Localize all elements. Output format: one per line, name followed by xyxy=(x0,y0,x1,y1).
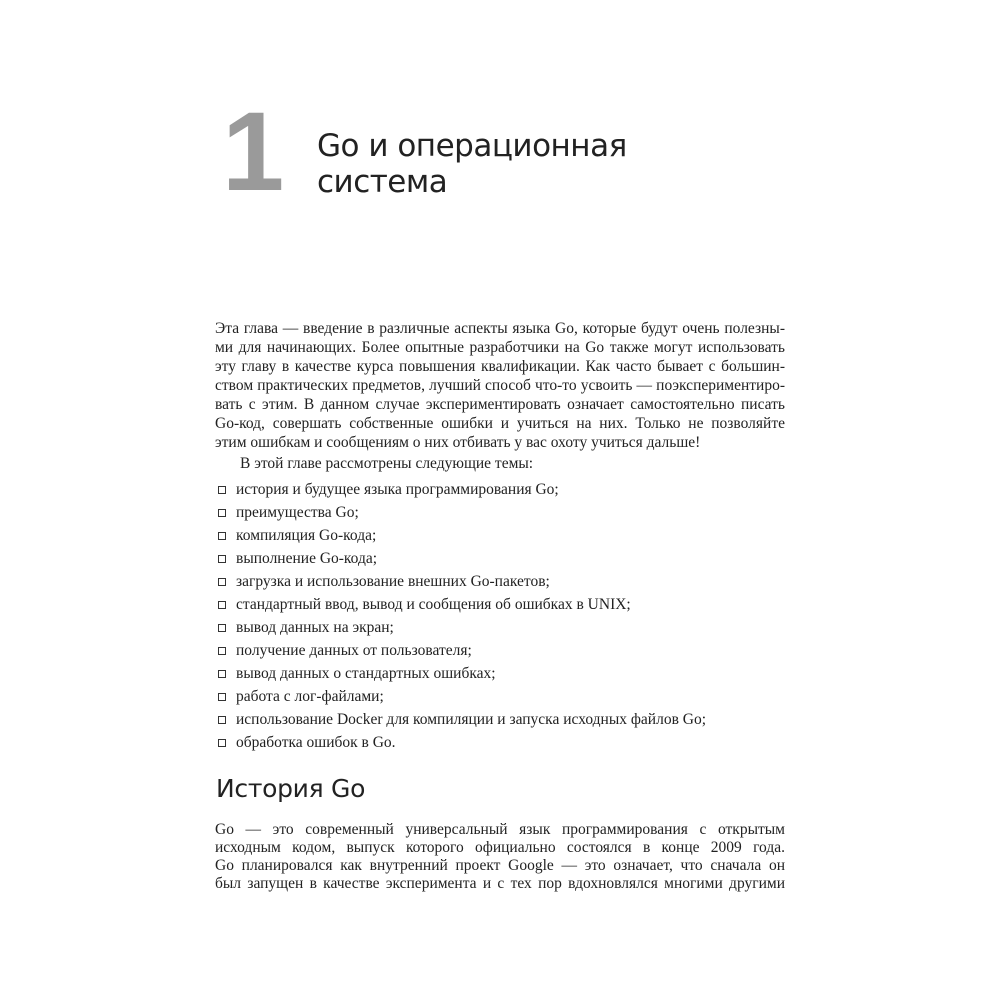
list-item-text: обработка ошибок в Go. xyxy=(236,734,396,751)
list-item xyxy=(218,733,396,753)
checkbox-bullet-icon xyxy=(218,624,226,632)
text-line: Go — это современный универсальный язык программирования с открытым xyxy=(215,821,785,838)
checkbox-bullet-icon xyxy=(218,647,226,655)
checkbox-bullet-icon xyxy=(218,555,226,563)
checkbox-bullet-icon xyxy=(218,532,226,540)
text-line: исходным кодом, выпуск которого официально состоялся в конце 2009 года. xyxy=(215,839,785,856)
list-item-text: история и будущее языка программирования Go; xyxy=(236,481,559,498)
list-item xyxy=(218,526,376,546)
text-line: этим ошибкам и сообщениям о них отбивать у вас охоту учиться дальше! xyxy=(215,434,701,451)
text-line: ством практических предметов, лучший способ что-то усвоить — поэкспериментиро- xyxy=(215,377,785,394)
list-item-text: вывод данных на экран; xyxy=(236,619,394,636)
list-item xyxy=(218,595,631,615)
checkbox-bullet-icon xyxy=(218,693,226,701)
list-item xyxy=(218,572,550,592)
text-line: ми для начинающих. Более опытные разработчики на Go также могут использовать xyxy=(215,339,785,356)
checkbox-bullet-icon xyxy=(218,578,226,586)
topics-intro: В этой главе рассмотрены следующие темы: xyxy=(240,455,534,472)
list-item-text: использование Docker для компиляции и запуска исходных файлов Go; xyxy=(236,711,707,728)
list-item-text: вывод данных о стандартных ошибках; xyxy=(236,665,496,682)
section-heading: История Go xyxy=(216,774,366,803)
list-item-text: выполнение Go-кода; xyxy=(236,550,378,567)
text-line: Go-код, совершать собственные ошибки и учиться на них. Только не позволяйте xyxy=(215,415,785,432)
list-item-text: стандартный ввод, вывод и сообщения об ошибках в UNIX; xyxy=(236,596,631,613)
list-item-text: загрузка и использование внешних Go-пакетов; xyxy=(236,573,550,590)
text-line: был запущен в качестве эксперимента и с тех пор вдохновлялся многими другими xyxy=(215,875,785,892)
list-item xyxy=(218,549,377,569)
list-item xyxy=(218,503,359,523)
text-line: эту главу в качестве курса повышения квалификации. Как часто бывает с большин- xyxy=(215,358,785,375)
chapter-number: 1 xyxy=(222,89,285,214)
checkbox-bullet-icon xyxy=(218,486,226,494)
list-item-text: компиляция Go-кода; xyxy=(236,527,377,544)
text-line: вать с этим. В данном случае экспериментировать означает самостоятельно писать xyxy=(215,396,785,413)
checkbox-bullet-icon xyxy=(218,601,226,609)
list-item-text: работа с лог-файлами; xyxy=(236,688,384,705)
checkbox-bullet-icon xyxy=(218,716,226,724)
list-item xyxy=(218,618,394,638)
list-item xyxy=(218,664,496,684)
checkbox-bullet-icon xyxy=(218,509,226,517)
list-item xyxy=(218,480,559,500)
text-line: Эта глава — введение в различные аспекты языка Go, которые будут очень полезны- xyxy=(215,320,785,337)
chapter-title-line: система xyxy=(317,164,448,200)
checkbox-bullet-icon xyxy=(218,670,226,678)
list-item-text: преимущества Go; xyxy=(236,504,359,521)
chapter-title xyxy=(317,128,627,200)
list-item xyxy=(218,641,472,661)
chapter-title-line: Go и операционная xyxy=(317,128,627,164)
text-line: Go планировался как внутренний проект Google — это означает, что сначала он xyxy=(215,857,785,874)
list-item-text: получение данных от пользователя; xyxy=(236,642,472,659)
list-item xyxy=(218,687,384,707)
list-item xyxy=(218,710,706,730)
checkbox-bullet-icon xyxy=(218,739,226,747)
